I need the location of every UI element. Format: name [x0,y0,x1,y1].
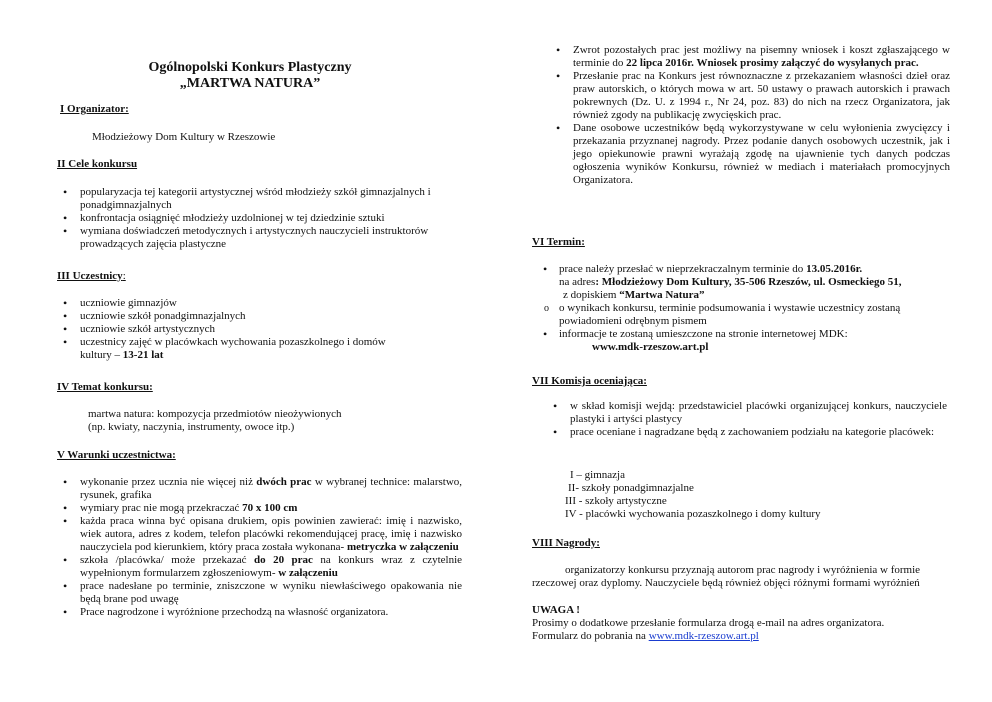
list-item: • Zwrot pozostałych prac jest możliwy na pisemny wniosek i koszt zgłaszającego w terminie do 22 lipca 2016r. Wniosek prosimy załączyć do wysyłanych prac. [550,44,950,70]
note-text: Prosimy o dodatkowe przesłanie formularza drogą e-mail na adres organizatora. Formularz do pobrania na www.mdk-rzeszow.art.pl [532,617,885,642]
document-title [60,60,440,92]
heading-organizer: I Organizator: [60,103,129,115]
list-item: • prace oceniane i nagradzane będą z zachowaniem podziału na kategorie placówek: [547,426,947,439]
heading-goals: II Cele konkursu [57,158,138,170]
note-heading: UWAGA ! [532,604,580,616]
list-item: • Prace nagrodzone i wyróżnione przechodzą na własność organizatora. [57,606,462,619]
rules-list [550,44,950,187]
list-item: • prace należy przesłać w nieprzekraczalnym terminie do 13.05.2016r. na adres: Młodzieżowy Dom Kultury, 35-506 Rzeszów, ul. Osmeckiego 51, z dopiskiem “Martwa Natura” [537,263,952,302]
list-item: • uczniowie szkół artystycznych [57,323,467,336]
list-item: • wymiana doświadczeń metodycznych i artystycznych nauczycieli instruktorów prowadzących zajęcia plastyczne [57,225,467,251]
form-download-link[interactable]: www.mdk-rzeszow.art.pl [648,630,759,642]
list-item: • wymiary prac nie mogą przekraczać 70 x 100 cm [57,502,462,515]
conditions-list [57,476,462,619]
title-line-2: „MARTWA NATURA” [179,76,321,91]
list-item: • konfrontacja osiągnięć młodzieży uzdolnionej w tej dziedzinie sztuki [57,212,467,225]
mdk-website: www.mdk-rzeszow.art.pl [592,341,709,353]
title-line-1: Ogólnopolski Konkurs Plastyczny [148,60,352,75]
category-item: I – gimnazja [570,469,625,481]
goals-list [57,186,467,251]
deadline-list [537,263,952,354]
list-item: o o wynikach konkursu, terminie podsumowania i wystawie uczestnicy zostaną powiadomieni odrębnym pismem [537,302,952,328]
category-item: IV - placówki wychowania pozaszkolnego i domy kultury [565,508,821,520]
list-item: • wykonanie przez ucznia nie więcej niż dwóch prac w wybranej technice: malarstwo, rysunek, grafika [57,476,462,502]
heading-awards: VIII Nagrody: [532,537,600,549]
list-item: • w skład komisji wejdą: przedstawiciel placówki organizującej konkurs, nauczyciele plastyki i artyści plastycy [547,400,947,426]
heading-jury: VII Komisja oceniająca: [532,375,647,387]
category-item: III - szkoły artystyczne [565,495,667,507]
list-item: • popularyzacja tej kategorii artystycznej wśród młodzieży szkół gimnazjalnych i ponadgimnazjalnych [57,186,467,212]
list-item: • Przesłanie prac na Konkurs jest równoznaczne z przekazaniem własności dzieł oraz praw autorskich, o których mowa w art. 50 ustawy o prawach autorskich i prawach pokrewnych (Dz. U. z 1994 r., Nr 24, poz. 83) do nich na rzecz Organizatora, jak również zgody na publikację zwycięskich prac. [550,70,950,122]
list-item: • informacje te zostaną umieszczone na stronie internetowej MDK: www.mdk-rzeszow.art.pl [537,328,952,354]
list-item: • uczestnicy zajęć w placówkach wychowania pozaszkolnego i domów kultury – 13-21 lat [57,336,420,362]
heading-theme: IV Temat konkursu: [57,381,153,393]
participants-list [57,297,467,362]
theme-text: martwa natura: kompozycja przedmiotów nieożywionych (np. kwiaty, naczynia, instrumenty, owoce itp.) [88,408,342,433]
heading-conditions: V Warunki uczestnictwa: [57,449,176,461]
list-item: • uczniowie gimnazjów [57,297,467,310]
list-item: • szkoła /placówka/ może przekazać do 20 prac na konkurs wraz z czytelnie wypełnionym formularzem zgłoszeniowym- w załączeniu [57,554,462,580]
jury-list [547,400,947,439]
list-item: • prace nadesłane po terminie, zniszczone w wyniku niewłaściwego opakowania nie będą brane pod uwagę [57,580,462,606]
organizer-text: Młodzieżowy Dom Kultury w Rzeszowie [92,131,276,143]
heading-participants: III Uczestnicy: [57,270,126,282]
list-item: • każda praca winna być opisana drukiem, opis powinien zawierać: imię i nazwisko, wiek autora, adres z kodem, telefon placówki rekomendującej pracę, imię i nazwisko nauczyciela pod kierunkiem, który praca została wykonana- metryczka w załączeniu [57,515,462,554]
list-item: • uczniowie szkół ponadgimnazjalnych [57,310,467,323]
awards-text: organizatorzy konkursu przyznają autorom prac nagrody i wyróżnienia w formie rzeczowej oraz dyplomy. Nauczyciele będą również objęci różnymi formami wyróżnień [532,564,921,589]
category-item: II- szkoły ponadgimnazjalne [568,482,694,494]
category-list [565,469,821,521]
list-item: • Dane osobowe uczestników będą wykorzystywane w celu wyłonienia zwycięzcy i przekazania przyznanej nagrody. Przez podanie danych osobowych uczestnik, jak i jego opiekunowie prawni wyrażają zgodę na ujawnienie tych danych podczas ogłoszenia wyników Konkursu, również w mediach i materiałach promocyjnych Organizatora. [550,122,950,187]
heading-deadline: VI Termin: [532,236,585,248]
